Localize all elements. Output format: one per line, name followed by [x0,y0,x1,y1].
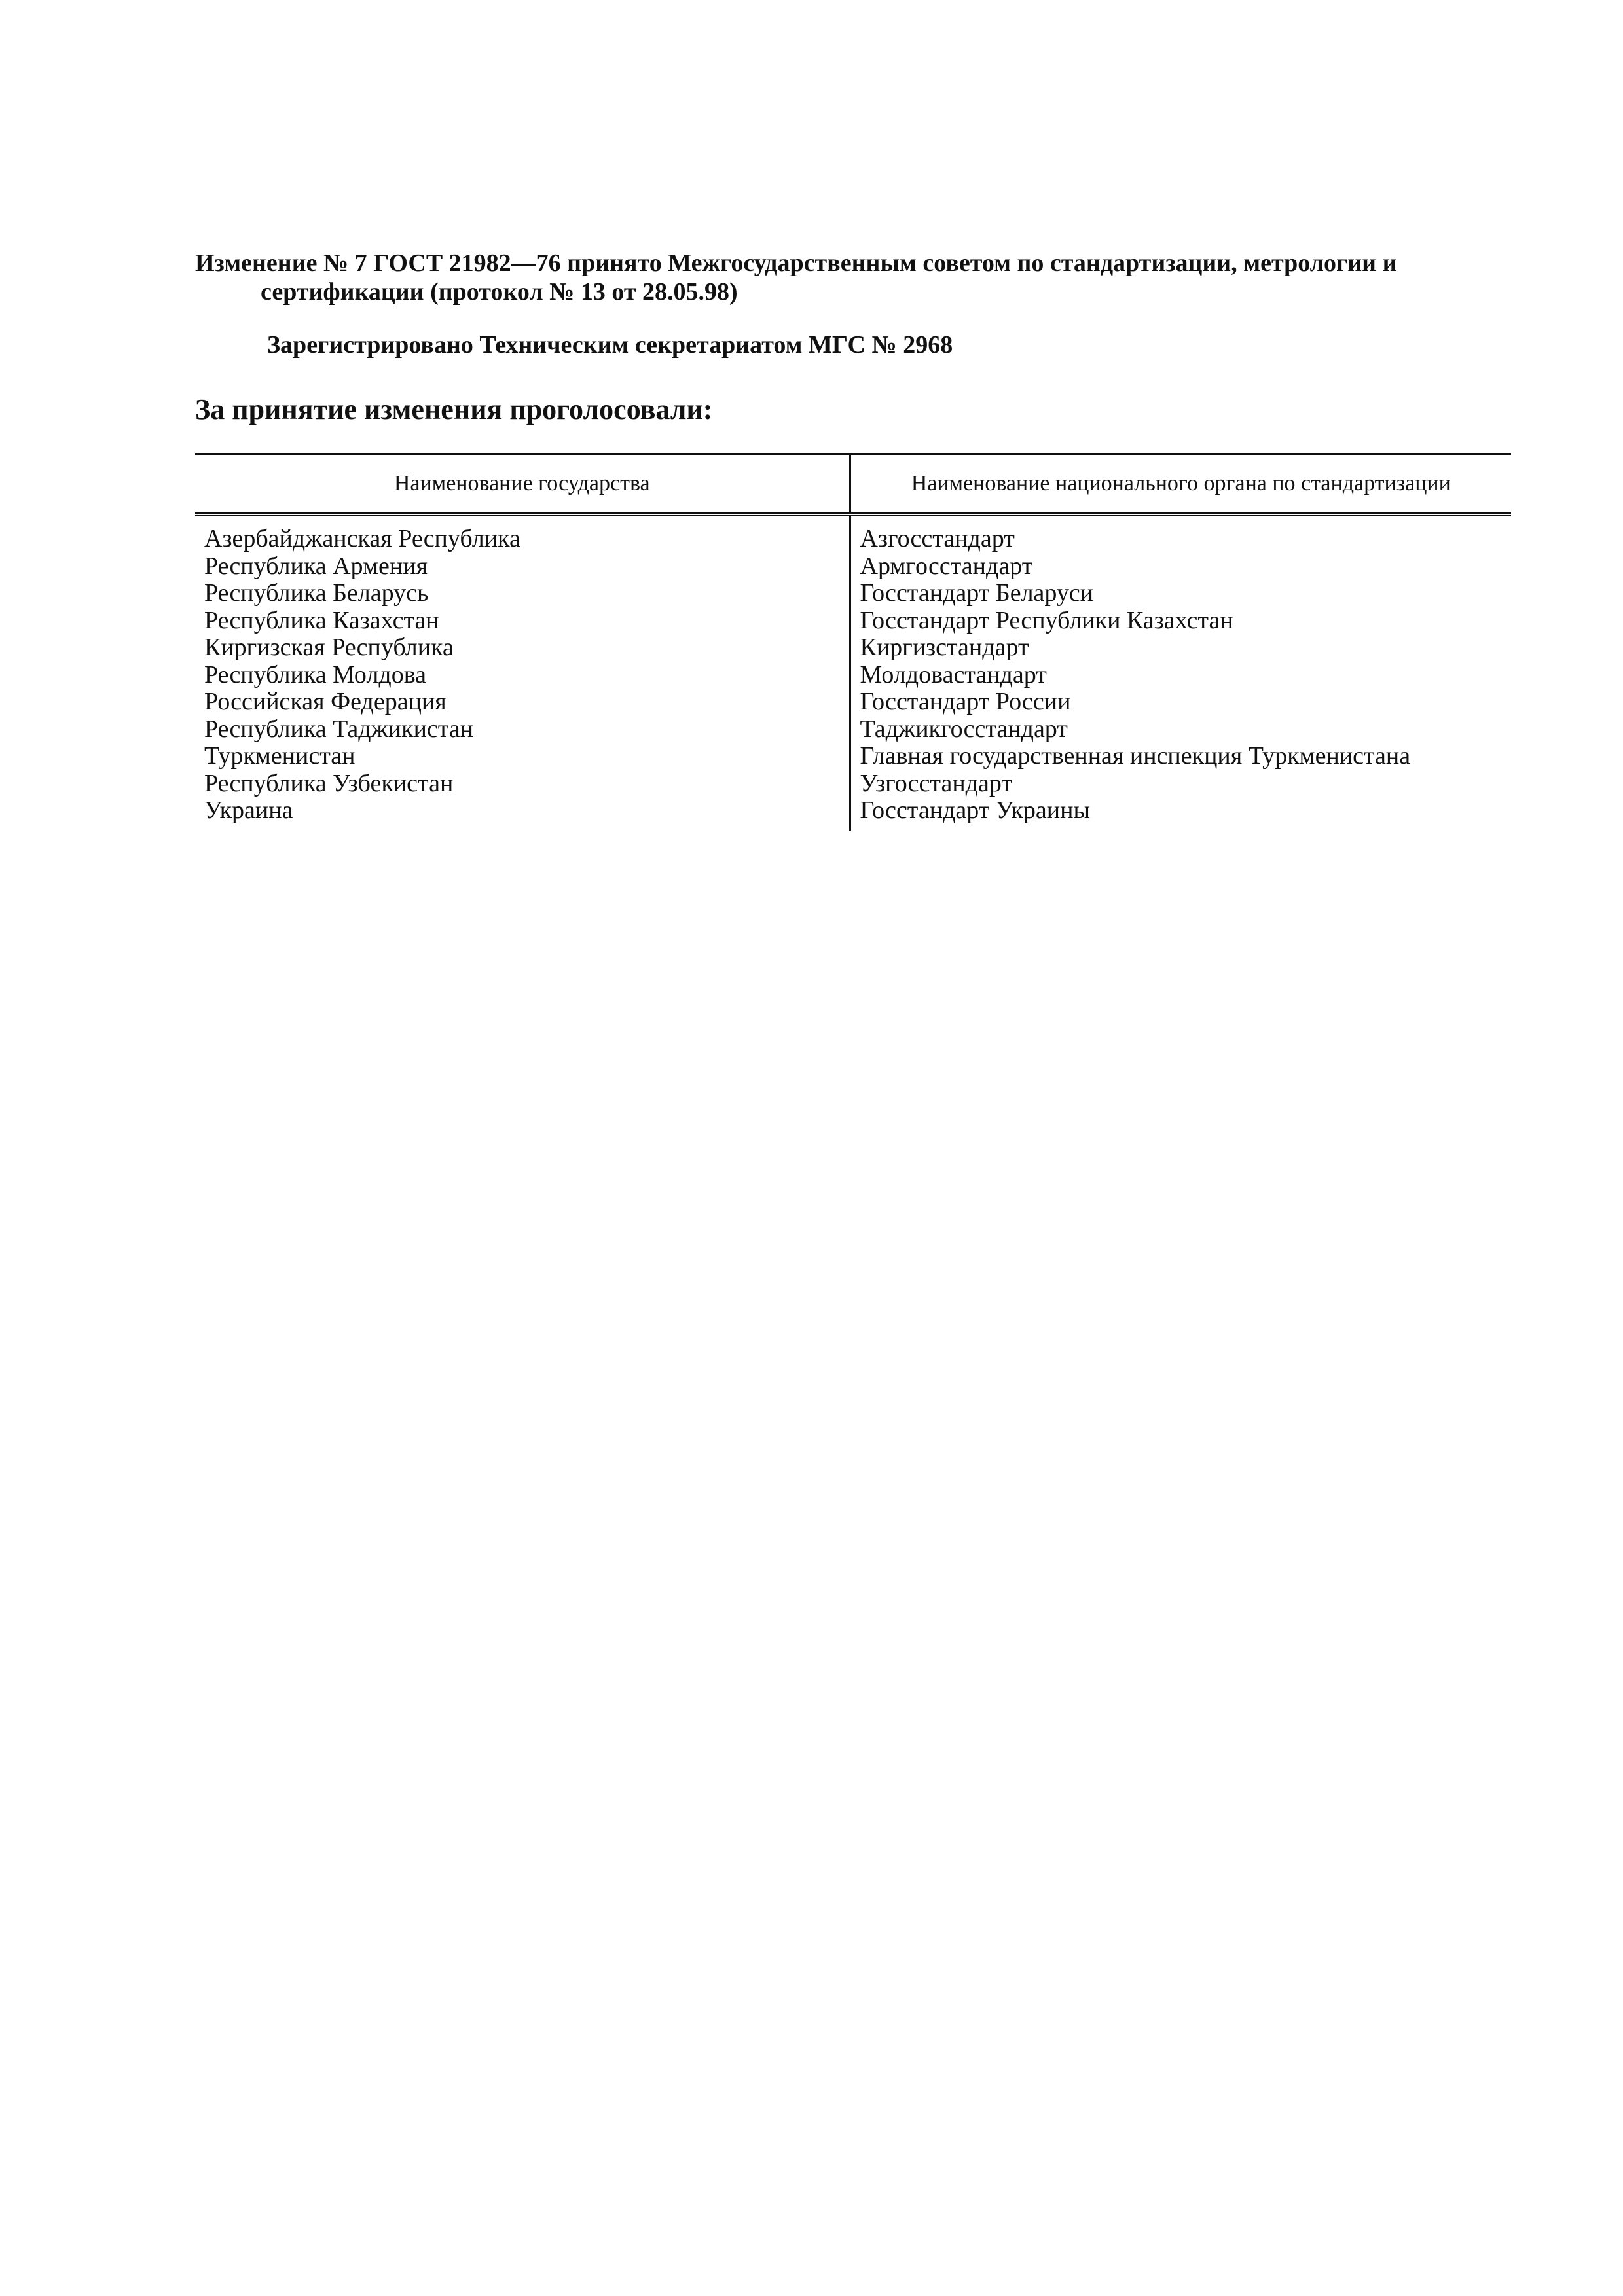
standards-body-cell: Киргизстандарт [860,634,1029,661]
standards-body-cell: Главная государственная инспекция Туркменистана [860,742,1411,770]
state-cell: Туркменистан [195,743,850,770]
standards-body-cell: Узгосстандарт [860,769,1012,797]
standards-body-cell: Госстандарт Беларуси [860,579,1094,607]
table-row [195,662,1511,689]
standards-body-cell: Госстандарт Республики Казахстан [860,606,1233,634]
standards-body-cell: Госстандарт Украины [860,797,1090,824]
standards-body-cell: Азгосстандарт [860,525,1015,552]
voting-table [195,453,1511,831]
state-cell: Республика Армения [195,553,850,581]
registration-note: Зарегистрировано Техническим секретариатом МГС № 2968 [267,331,953,359]
standards-body-cell: Молдовастандарт [860,660,1047,689]
state-cell: Республика Казахстан [195,607,850,635]
table-row [195,514,1511,553]
table-row [195,770,1511,798]
state-cell: Российская Федерация [195,689,850,716]
state-cell: Киргизская Республика [195,634,850,662]
state-cell: Азербайджанская Республика [195,514,850,553]
standards-body-cell: Госстандарт России [860,688,1071,715]
table-header-row [195,454,1511,515]
amendment-intro-text: Изменение № 7 ГОСТ 21982—76 принято Межгосударственным советом по стандартизации, метрологии и сертификации (протокол № 13 от 28.05.98) [195,249,1397,306]
header-state-name: Наименование государства [195,454,850,515]
voting-table-container [195,453,1511,831]
table-row [195,607,1511,635]
table-row [195,797,1511,831]
table-row [195,553,1511,581]
standards-body-cell: Таджикгосстандарт [860,715,1068,743]
header-standards-body: Наименование национального органа по стандартизации [850,454,1511,515]
table-row [195,743,1511,770]
table-row [195,689,1511,716]
voted-heading: За принятие изменения проголосовали: [195,393,713,425]
table-row [195,634,1511,662]
state-cell: Республика Таджикистан [195,716,850,744]
state-cell: Республика Молдова [195,662,850,689]
state-cell: Украина [195,797,850,831]
table-row [195,580,1511,607]
standards-body-cell: Армгосстандарт [860,552,1033,580]
table-row [195,716,1511,744]
state-cell: Республика Беларусь [195,580,850,607]
state-cell: Республика Узбекистан [195,770,850,798]
